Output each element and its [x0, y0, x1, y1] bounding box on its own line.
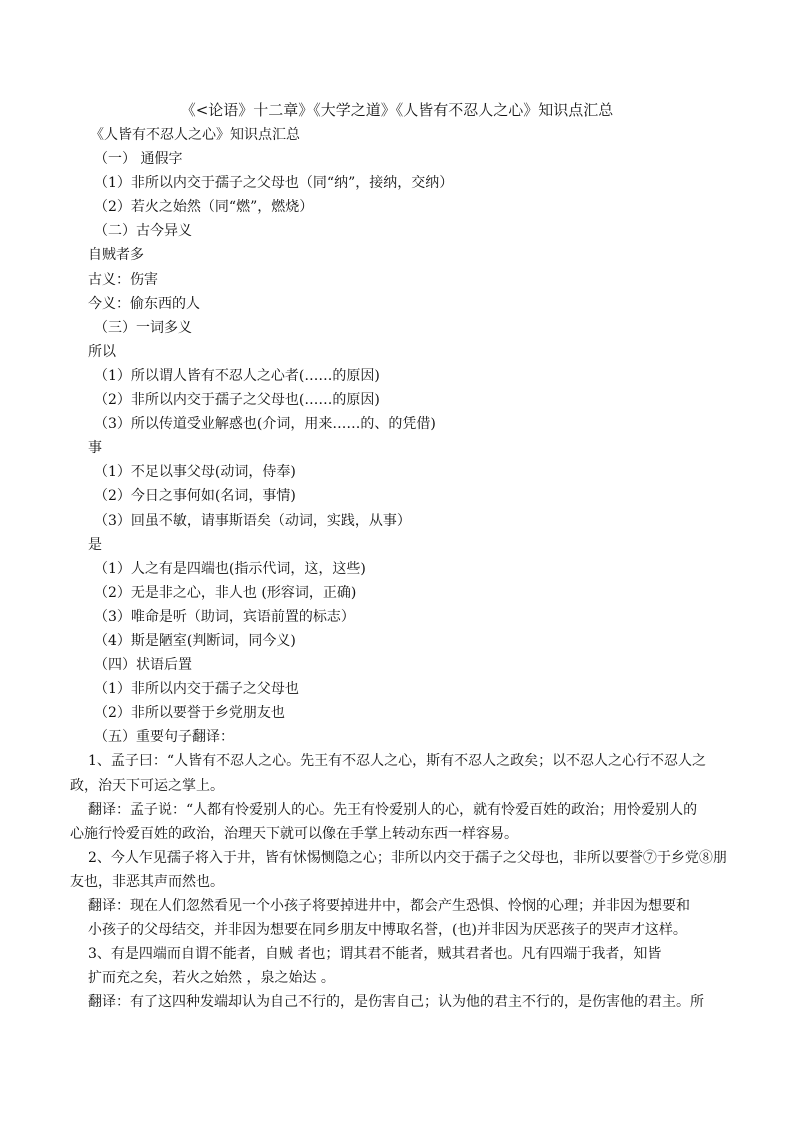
- text-line: （3）所以传道受业解惑也(介词，用来……的、的凭借): [94, 416, 436, 433]
- text-line: 友也，非恶其声而然也。: [70, 873, 224, 890]
- text-line: （3）回虽不敏，请事斯语矣（动词，实践，从事）: [94, 512, 411, 529]
- text-line: 2、今人乍见孺子将入于井，皆有怵惕恻隐之心；非所以内交于孺子之父母也，非所以要誉⑦于乡党⑧朋: [88, 849, 727, 866]
- document-title: 《<论语》十二章》《大学之道》《人皆有不忍人之心》知识点汇总: [180, 101, 614, 119]
- text-line: （1）人之有是四端也(指示代词，这，这些): [94, 560, 366, 577]
- text-line: 今义：偷东西的人: [88, 295, 200, 312]
- text-line: （2）无是非之心，非人也 (形容词，正确): [94, 584, 357, 601]
- text-line: 翻译：孟子说：“人都有怜爱别人的心。先王有怜爱别人的心，就有怜爱百姓的政治；用怜爱别人的: [88, 801, 698, 818]
- text-line: 小孩子的父母结交，并非因为想要在同乡朋友中博取名誉，(也)并非因为厌恶孩子的哭声才这样。: [88, 922, 687, 939]
- text-line: （2）非所以要誉于乡党朋友也: [94, 705, 285, 722]
- text-line: 翻译：有了这四种发端却认为自己不行的，是伤害自己；认为他的君主不行的，是伤害他的君主。所: [88, 994, 704, 1011]
- text-line: 所以: [88, 343, 116, 360]
- text-line: （1）非所以内交于孺子之父母也（同“纳”，接纳，交纳）: [94, 175, 454, 192]
- text-line: 自贼者多: [88, 247, 144, 264]
- document-body: [70, 123, 738, 1014]
- text-line: （1）不足以事父母(动词，侍奉): [94, 464, 296, 481]
- text-line: （四）状语后置: [94, 657, 192, 674]
- text-line: 事: [88, 440, 102, 457]
- text-line: （2）非所以内交于孺子之父母也(……的原因): [94, 392, 380, 409]
- text-line: （二）古今异义: [94, 223, 192, 240]
- text-line: 古义：伤害: [88, 271, 158, 288]
- text-line: 1、孟子曰：“人皆有不忍人之心。先王有不忍人之心，斯有不忍人之政矣；以不忍人之心行不忍人之: [88, 753, 707, 770]
- text-line: 扩而充之矣，若火之始然 ，泉之始达 。: [88, 970, 335, 987]
- text-line: （2）若火之始然（同“燃”，燃烧）: [94, 199, 314, 216]
- text-line: （3）唯命是听（助词，宾语前置的标志）: [94, 608, 355, 625]
- text-line: 政，治天下可运之掌上。: [70, 777, 224, 794]
- text-line: （4）斯是陋室(判断词，同今义): [94, 632, 296, 649]
- text-line: 是: [88, 536, 102, 553]
- text-line: （一） 通假字: [94, 151, 183, 168]
- text-line: （2）今日之事何如(名词，事情): [94, 488, 296, 505]
- text-line: （三）一词多义: [94, 319, 192, 336]
- text-line: （1）所以谓人皆有不忍人之心者(……的原因): [94, 367, 380, 384]
- text-line: （1）非所以内交于孺子之父母也: [94, 681, 299, 698]
- text-line: 3、有是四端而自谓不能者，自贼 者也；谓其君不能者，贼其君者也。凡有四端于我者，知皆: [88, 946, 662, 963]
- text-line: （五）重要句子翻译：: [94, 729, 234, 746]
- text-line: 《人皆有不忍人之心》知识点汇总: [90, 127, 300, 143]
- text-line: 翻译：现在人们忽然看见一个小孩子将要掉进井中，都会产生恐惧、怜悯的心理；并非因为想要和: [88, 898, 690, 914]
- text-line: 心施行怜爱百姓的政治，治理天下就可以像在手掌上转动东西一样容易。: [70, 825, 518, 842]
